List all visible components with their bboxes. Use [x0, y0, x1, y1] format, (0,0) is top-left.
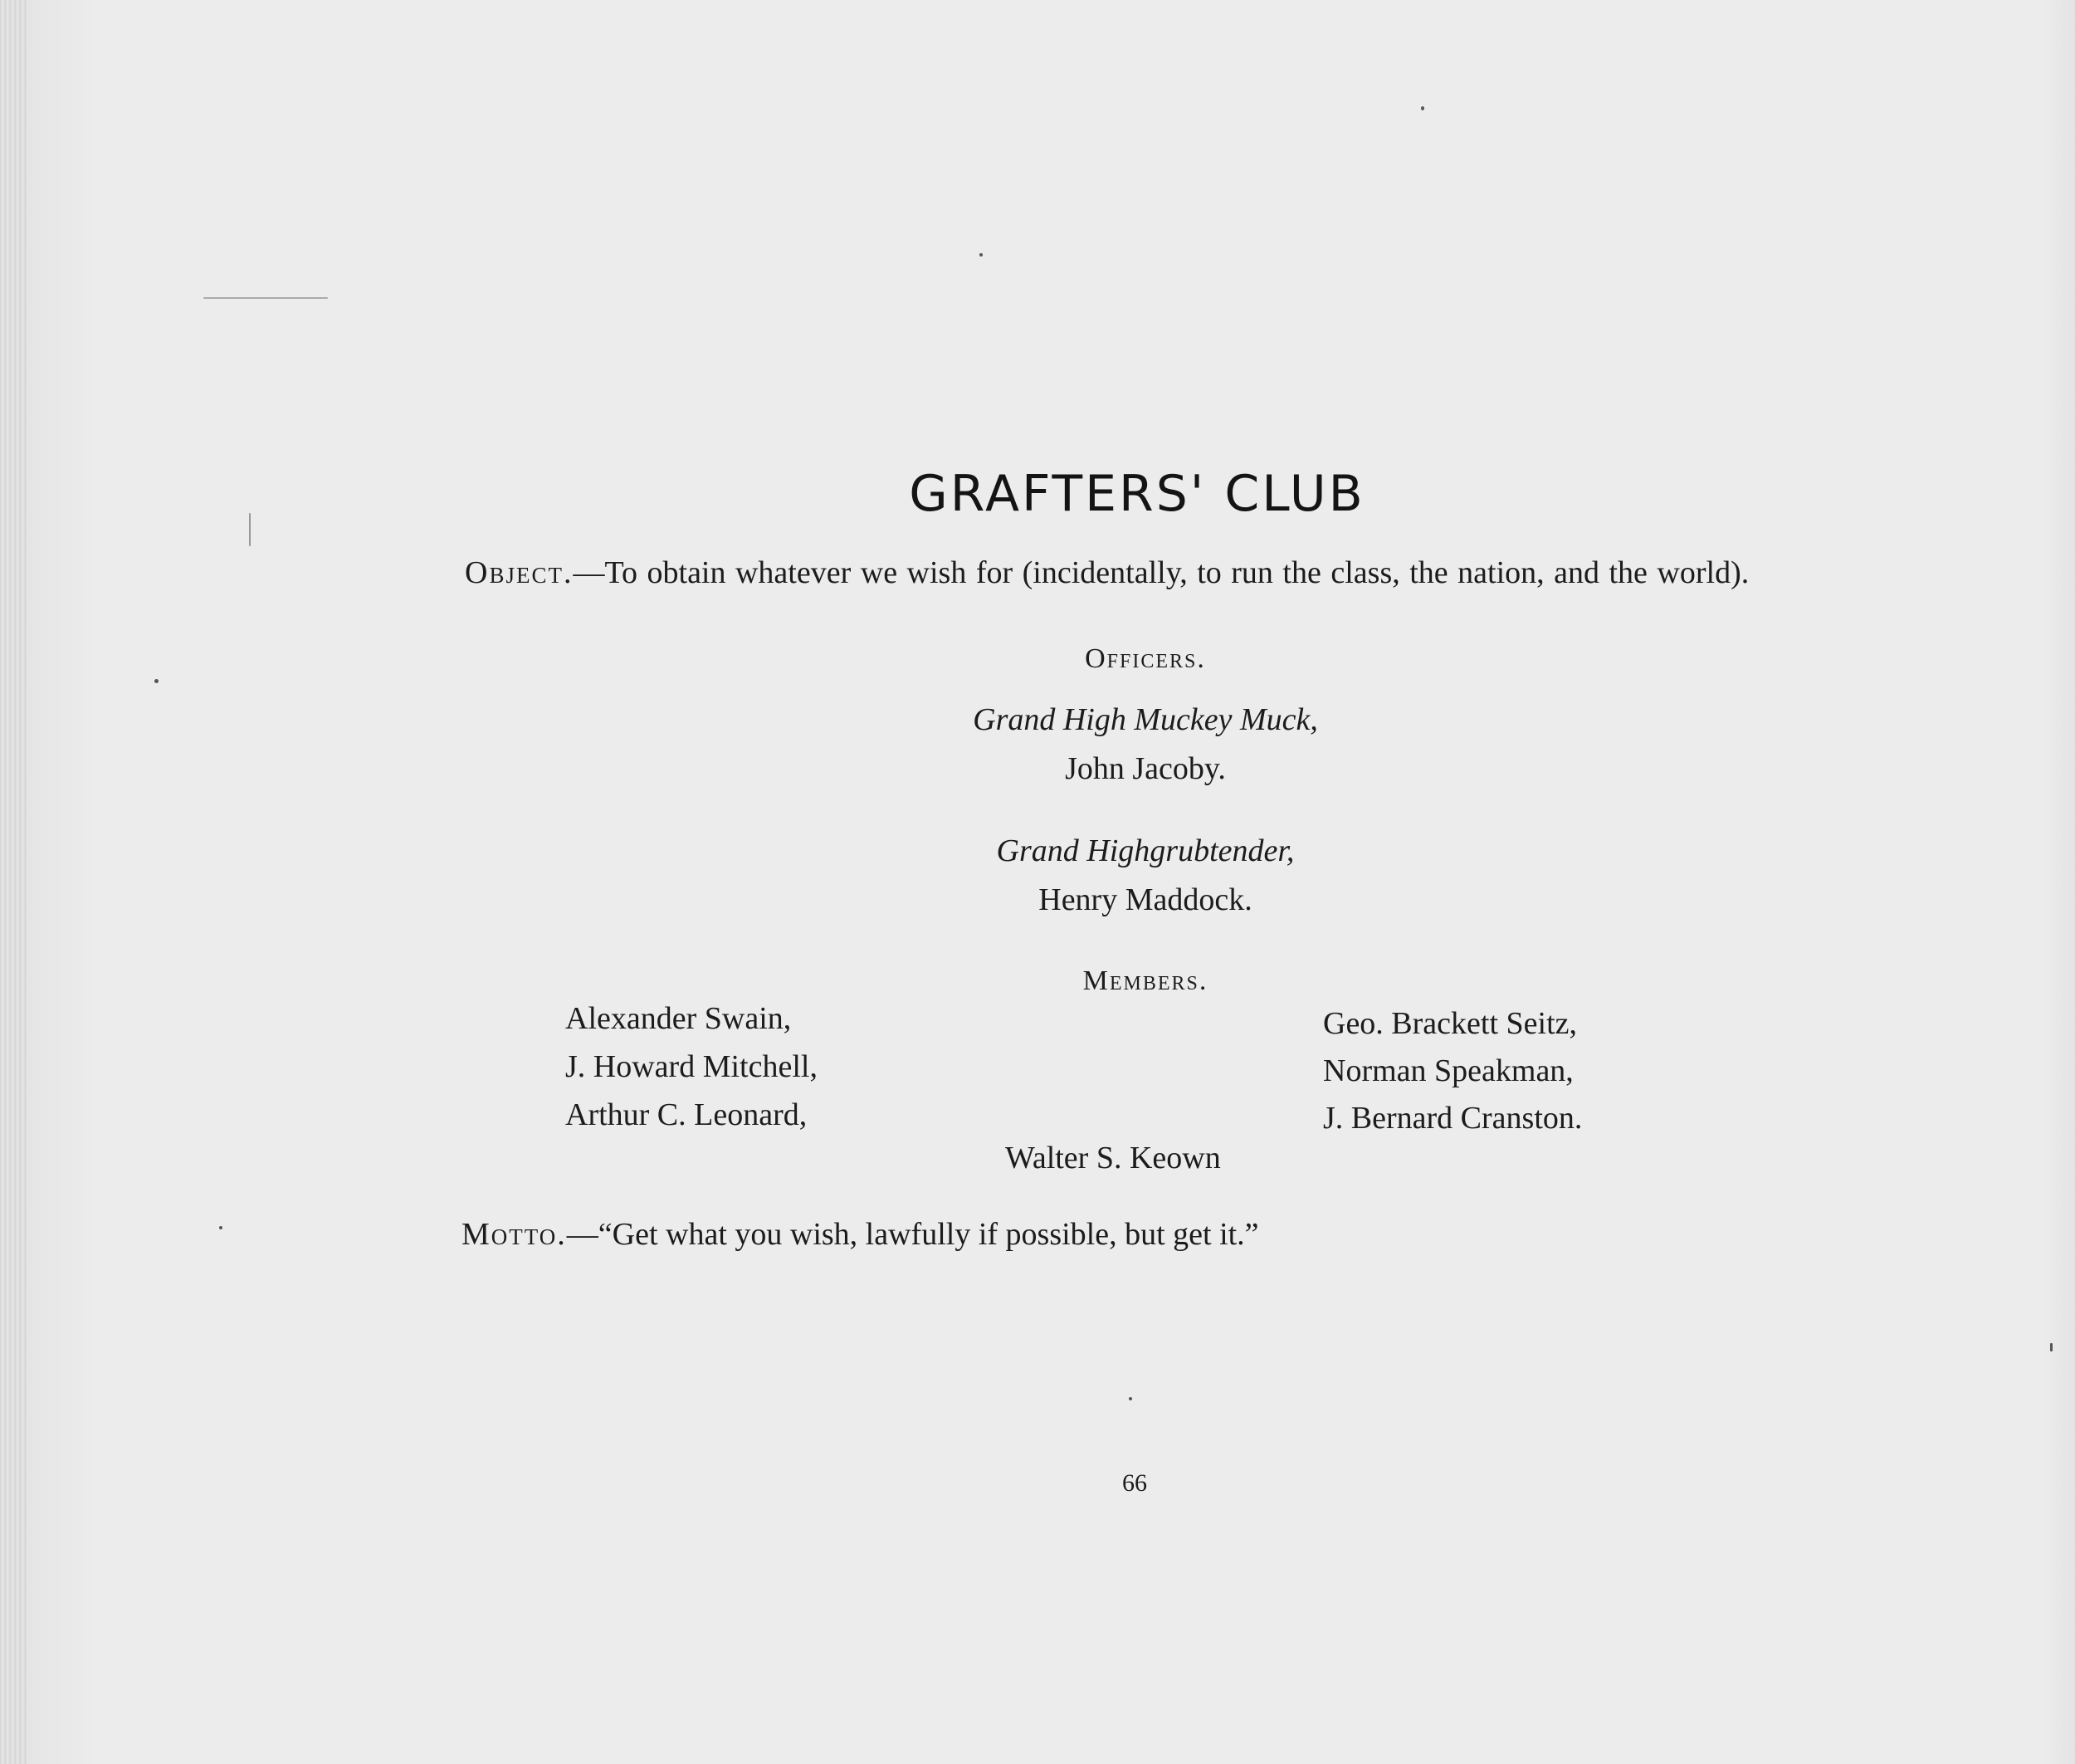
- member-name: Geo. Brackett Seitz,: [1323, 1006, 1578, 1041]
- officers-heading: Officers.: [1085, 643, 1206, 674]
- scan-speck: [1421, 106, 1424, 110]
- object-text: —To obtain whatever we wish for (incidentally, to run the class, the nation, and the world).: [573, 555, 1750, 590]
- members-heading: Members.: [1082, 965, 1208, 996]
- motto-line: [461, 1216, 1259, 1253]
- scan-speck: [1129, 1397, 1132, 1400]
- scan-speck: [203, 297, 328, 299]
- member-name: Norman Speakman,: [1323, 1053, 1574, 1088]
- officer-role: Grand Highgrubtender,: [996, 833, 1295, 868]
- scan-speck: [219, 1226, 222, 1229]
- member-name: J. Bernard Cranston.: [1323, 1101, 1583, 1136]
- member-name: J. Howard Mitchell,: [565, 1049, 818, 1084]
- officer-role: Grand High Muckey Muck,: [973, 702, 1318, 737]
- member-name: Walter S. Keown: [1005, 1141, 1221, 1175]
- motto-label: Motto.: [461, 1217, 567, 1252]
- member-name: Alexander Swain,: [565, 1001, 792, 1036]
- motto-text: —“Get what you wish, lawfully if possible, but get it.”: [566, 1217, 1259, 1252]
- officer-name: Henry Maddock.: [1038, 882, 1252, 917]
- page-title: GRAFTERS' CLUB: [909, 465, 1365, 523]
- object-paragraph: [397, 555, 1903, 591]
- scan-speck: [154, 679, 159, 683]
- scan-speck: [2050, 1343, 2053, 1351]
- page-number: 66: [1122, 1469, 1147, 1497]
- officer-name: John Jacoby.: [1065, 751, 1226, 786]
- scan-speck: [979, 253, 983, 257]
- member-name: Arthur C. Leonard,: [565, 1097, 808, 1132]
- object-label: Object.: [465, 555, 574, 590]
